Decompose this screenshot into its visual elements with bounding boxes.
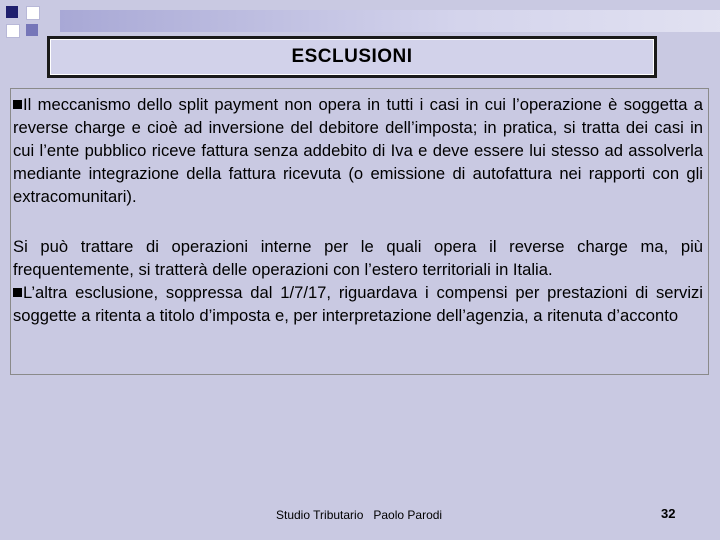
header-decoration-stripe [60, 10, 720, 32]
square-bullet-icon [13, 100, 22, 109]
paragraph-1-text: Il meccanismo dello split payment non opera in tutti i casi in cui l’operazione è soggetta a reverse charge e cioè ad inversione del debitore dell’imposta; in pratica, si tratta dei casi in cui l’ente pubblico riceve fattura senza addebito di Iva e deve essere lui stesso ad assolverla mediante integrazione della fattura ricevuta (o emissione di autofattura nei rapporti con gli extracomunitari). [13, 95, 703, 206]
paragraph-3 [13, 281, 703, 327]
decorative-square [6, 24, 20, 38]
paragraph-1 [13, 93, 703, 208]
title-box [47, 36, 657, 78]
paragraph-2 [13, 235, 703, 281]
decorative-square [26, 6, 40, 20]
slide-title: ESCLUSIONI [291, 46, 413, 67]
content-box [10, 88, 709, 375]
page-number: 32 [661, 506, 676, 521]
decorative-square [6, 6, 18, 18]
decorative-square [26, 24, 38, 36]
footer-author: Studio Tributario Paolo Parodi [276, 508, 443, 522]
square-bullet-icon [13, 288, 22, 297]
paragraph-2-text: Si può trattare di operazioni interne per le quali opera il reverse charge ma, più frequentemente, si tratterà delle operazioni con l’estero territoriali in Italia. [13, 237, 703, 279]
paragraph-3-text: L’altra esclusione, soppressa dal 1/7/17, riguardava i compensi per prestazioni di servizi soggette a ritenta a titolo d’imposta e, per interpretazione dell’agenzia, a ritenuta d’acconto [13, 283, 703, 325]
